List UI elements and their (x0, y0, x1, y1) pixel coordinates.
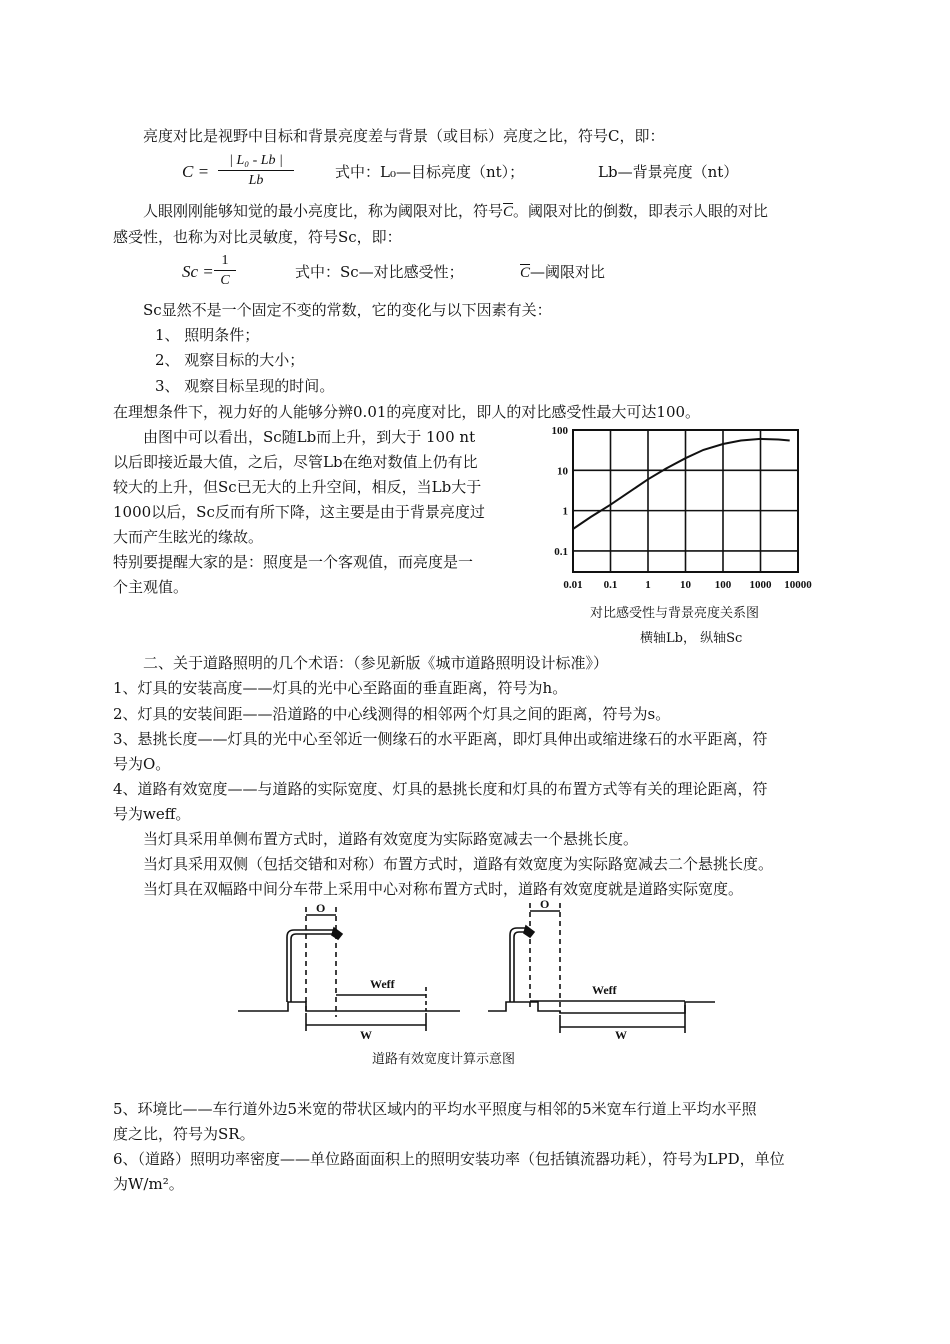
text-threshold-a: 人眼刚刚能够知觉的最小亮度比，称为阈限对比，符号 (143, 202, 504, 220)
section-title-road-lighting: 二、关于道路照明的几个术语：（参见新版《城市道路照明设计标准》） (143, 654, 609, 672)
term-item: 5、环境比——车行道外边5米宽的带状区域内的平均水平照度与相邻的5米宽车行道上平均水平照 (113, 1100, 757, 1118)
diagram-caption: 道路有效宽度计算示意图 (372, 1052, 516, 1067)
formula2-c-bar: $\overline{C}$ (520, 265, 531, 281)
y-tick-label: 100 (551, 425, 568, 437)
left-label-weff: Weff (370, 977, 395, 991)
y-tick-label: 10 (557, 465, 568, 478)
formula2-lhs: Sc = (182, 262, 214, 281)
paragraph-sensitivity: 感受性，也称为对比灵敏度，符号Sc，即： (113, 228, 402, 246)
paragraph-threshold (143, 201, 768, 222)
left-pole (287, 930, 336, 1002)
formula2-c-text: —阈限对比 (530, 263, 606, 281)
right-label-weff: Weff (592, 983, 617, 997)
formula2-denominator: C (214, 270, 236, 291)
formula2-where-sc: 式中：Sc—对比感受性； (295, 263, 464, 281)
paragraph-chart-explain-line: 由图中可以看出，Sc随Lb而上升，到大于 100 nt (143, 428, 476, 446)
term-item: 1、灯具的安装高度——灯具的光中心至路面的垂直距离，符号为h。 (113, 679, 568, 697)
paragraph-factors-intro: Sc显然不是一个固定不变的常数，它的变化与以下因素有关： (143, 301, 552, 319)
term-item-cont: 度之比，符号为SR。 (113, 1125, 255, 1143)
factor-item: 1、 照明条件； (155, 326, 260, 344)
x-tick-label: 0.1 (603, 579, 618, 591)
effective-width-diagram (230, 895, 720, 1045)
formula-where-lb: Lb—背景亮度（nt） (598, 163, 739, 181)
paragraph-chart-explain-line: 以后即接近最大值，之后，尽管Lb在绝对数值上仍有比 (113, 453, 478, 471)
symbol-c-bar: $\overline{C}$ (503, 204, 514, 220)
paragraph-ideal-conditions: 在理想条件下，视力好的人能够分辨0.01的亮度对比，即人的对比感受性最大可达100。 (113, 403, 701, 421)
term-item-cont: 号为weff。 (113, 805, 191, 823)
series-line-sc (573, 439, 790, 529)
weff-note: 当灯具在双幅路中间分车带上采用中心对称布置方式时，道路有效宽度就是道路实际宽度。 (143, 880, 744, 898)
term-item-cont: 为W/m²。 (113, 1175, 184, 1193)
term-item-cont: 号为O。 (113, 755, 171, 773)
factor-item: 2、 观察目标的大小； (155, 351, 305, 369)
left-label-w: W (360, 1028, 372, 1042)
right-label-w: W (615, 1028, 627, 1042)
formula2-fraction (214, 252, 236, 291)
formula2-numerator: 1 (221, 253, 229, 268)
formula2-where-c (520, 262, 605, 283)
paragraph-chart-explain-line: 1000以后，Sc反而有所下降，这主要是由于背景亮度过 (113, 503, 485, 521)
right-pole (510, 928, 528, 1002)
left-label-o: O (316, 901, 326, 915)
x-tick-label: 1000 (749, 579, 772, 591)
factor-item: 3、 观察目标呈现的时间。 (155, 377, 335, 395)
paragraph-reminder-line: 特别要提醒大家的是：照度是一个客观值，而亮度是一 (113, 553, 474, 571)
y-tick-label: 0.1 (554, 545, 568, 558)
paragraph-reminder-line: 个主观值。 (113, 578, 189, 596)
text-threshold-b: 。阈限对比的倒数，即表示人眼的对比 (513, 202, 769, 220)
paragraph-chart-explain-line: 较大的上升，但Sc已无大的上升空间，相反，当Lb大于 (113, 478, 482, 496)
formula-fraction (218, 152, 294, 191)
paragraph-contrast-definition: 亮度对比是视野中目标和背景亮度差与背景（或目标）亮度之比，符号C，即： (143, 127, 665, 145)
formula-denominator: Lb (218, 170, 294, 191)
x-tick-label: 0.01 (563, 579, 583, 591)
term-item: 2、灯具的安装间距——沿道路的中心线测得的相邻两个灯具之间的距离，符号为s。 (113, 705, 671, 723)
formula-where-l0: 式中：L₀—目标亮度（nt）； (335, 163, 525, 181)
x-tick-label: 100 (714, 579, 732, 591)
weff-note: 当灯具采用单侧布置方式时，道路有效宽度为实际路宽减去一个悬挑长度。 (143, 830, 639, 848)
x-tick-label: 1 (645, 579, 651, 591)
right-luminaire (524, 926, 534, 937)
y-tick-label: 1 (562, 505, 568, 518)
left-luminaire (332, 928, 342, 939)
sc-vs-lb-chart (530, 422, 830, 600)
chart-subtitle: 横轴Lb， 纵轴Sc (640, 631, 743, 646)
term-item: 6、（道路）照明功率密度——单位路面面积上的照明安装功率（包括镇流器功耗），符号为LPD，单位 (113, 1150, 785, 1168)
weff-note: 当灯具采用双侧（包括交错和对称）布置方式时，道路有效宽度为实际路宽减去二个悬挑长度。 (143, 855, 774, 873)
x-tick-label: 10000 (784, 579, 812, 591)
chart-title: 对比感受性与背景亮度关系图 (590, 606, 760, 621)
x-tick-label: 10 (680, 579, 691, 591)
term-item: 4、道路有效宽度——与道路的实际宽度、灯具的悬挑长度和灯具的布置方式等有关的理论距离，符 (113, 780, 768, 798)
formula-numerator: | L₀ - Lb | (229, 153, 283, 168)
paragraph-chart-explain-line: 大而产生眩光的缘故。 (113, 528, 264, 546)
formula-lhs: C = (182, 162, 210, 181)
right-ground-line (488, 1002, 715, 1013)
term-item: 3、悬挑长度——灯具的光中心至邻近一侧缘石的水平距离，即灯具伸出或缩进缘石的水平距离，符 (113, 730, 768, 748)
right-label-o: O (540, 897, 550, 911)
